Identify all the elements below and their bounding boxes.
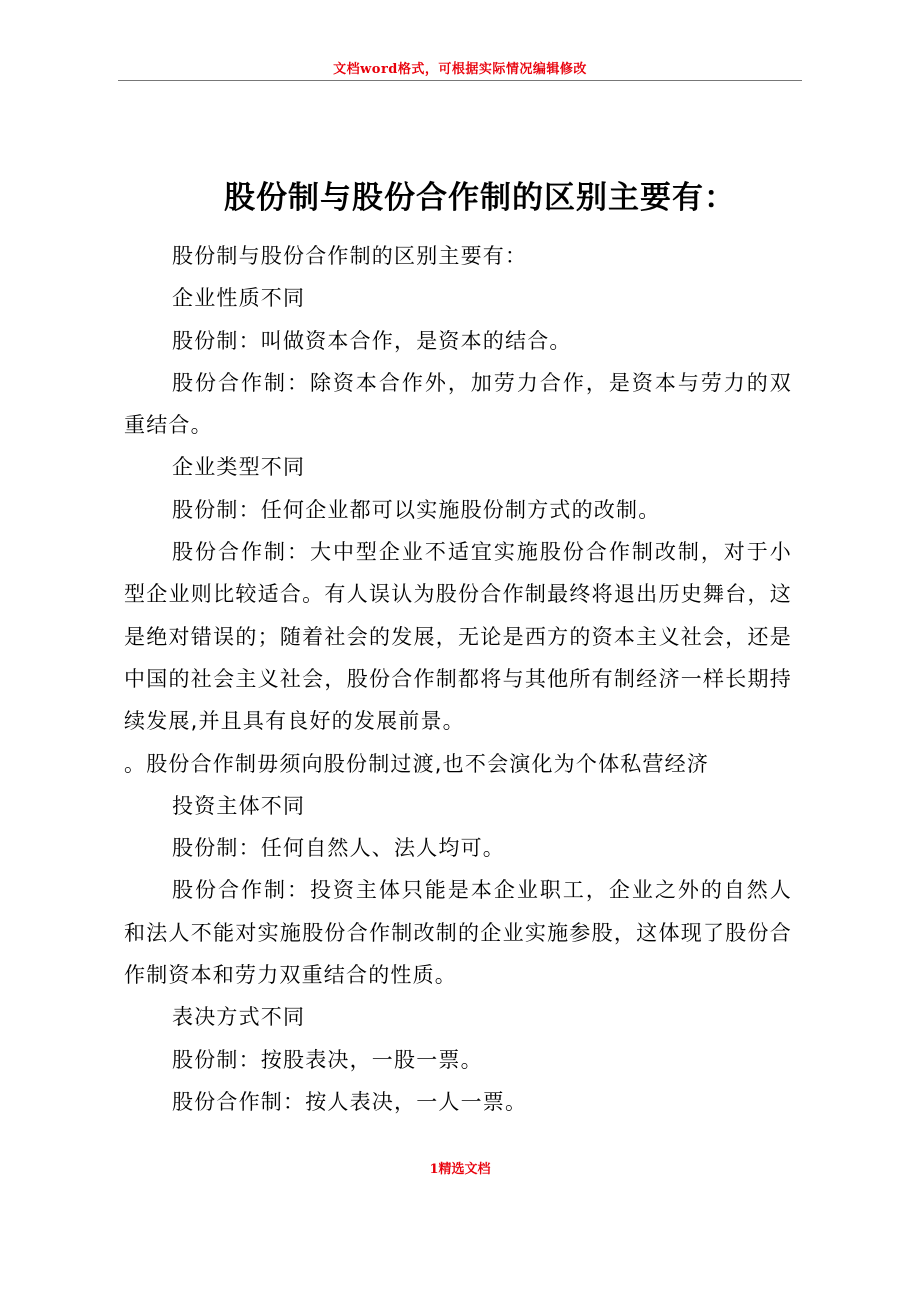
paragraph: 股份合作制：按人表决，一人一票。 xyxy=(172,1089,528,1114)
paragraph: 股份制：按股表决，一股一票。 xyxy=(172,1047,483,1072)
section-heading-voting: 表决方式不同 xyxy=(172,1005,306,1030)
section-heading-investor: 投资主体不同 xyxy=(172,793,306,818)
document-body xyxy=(124,235,792,1123)
section-heading-type: 企业类型不同 xyxy=(172,455,306,480)
paragraph: 股份合作制：投资主体只能是本企业职工，企业之外的自然人和法人不能对实施股份合作制改制的企业实施参股，这体现了股份合作制资本和劳力双重结合的性质。 xyxy=(124,878,792,988)
paragraph: 股份制：任何自然人、法人均可。 xyxy=(172,836,505,861)
section-heading-nature: 企业性质不同 xyxy=(172,286,306,311)
page-footer: 1精选文档 xyxy=(429,1162,491,1177)
paragraph: 股份制：叫做资本合作，是资本的结合。 xyxy=(172,328,572,353)
page-header: 文档word格式，可根据实际情况编辑修改 xyxy=(333,62,587,77)
paragraph: 股份合作制：大中型企业不适宜实施股份合作制改制，对于小型企业则比较适合。有人误认为股份合作制最终将退出历史舞台，这是绝对错误的；随着社会的发展，无论是西方的资本主义社会，还是中国的社会主义社会，股份合作制都将与其他所有制经济一样长期持续发展,并且具有良好的发展前景。 xyxy=(124,540,792,734)
paragraph-continuation: 。股份合作制毋须向股份制过渡,也不会演化为个体私营经济 xyxy=(124,751,710,776)
header-divider xyxy=(118,80,802,81)
document-title: 股份制与股份合作制的区别主要有： xyxy=(224,180,736,216)
paragraph-intro: 股份制与股份合作制的区别主要有： xyxy=(172,244,528,268)
paragraph: 股份制：任何企业都可以实施股份制方式的改制。 xyxy=(172,497,661,522)
paragraph: 股份合作制：除资本合作外，加劳力合作，是资本与劳力的双重结合。 xyxy=(124,370,792,438)
